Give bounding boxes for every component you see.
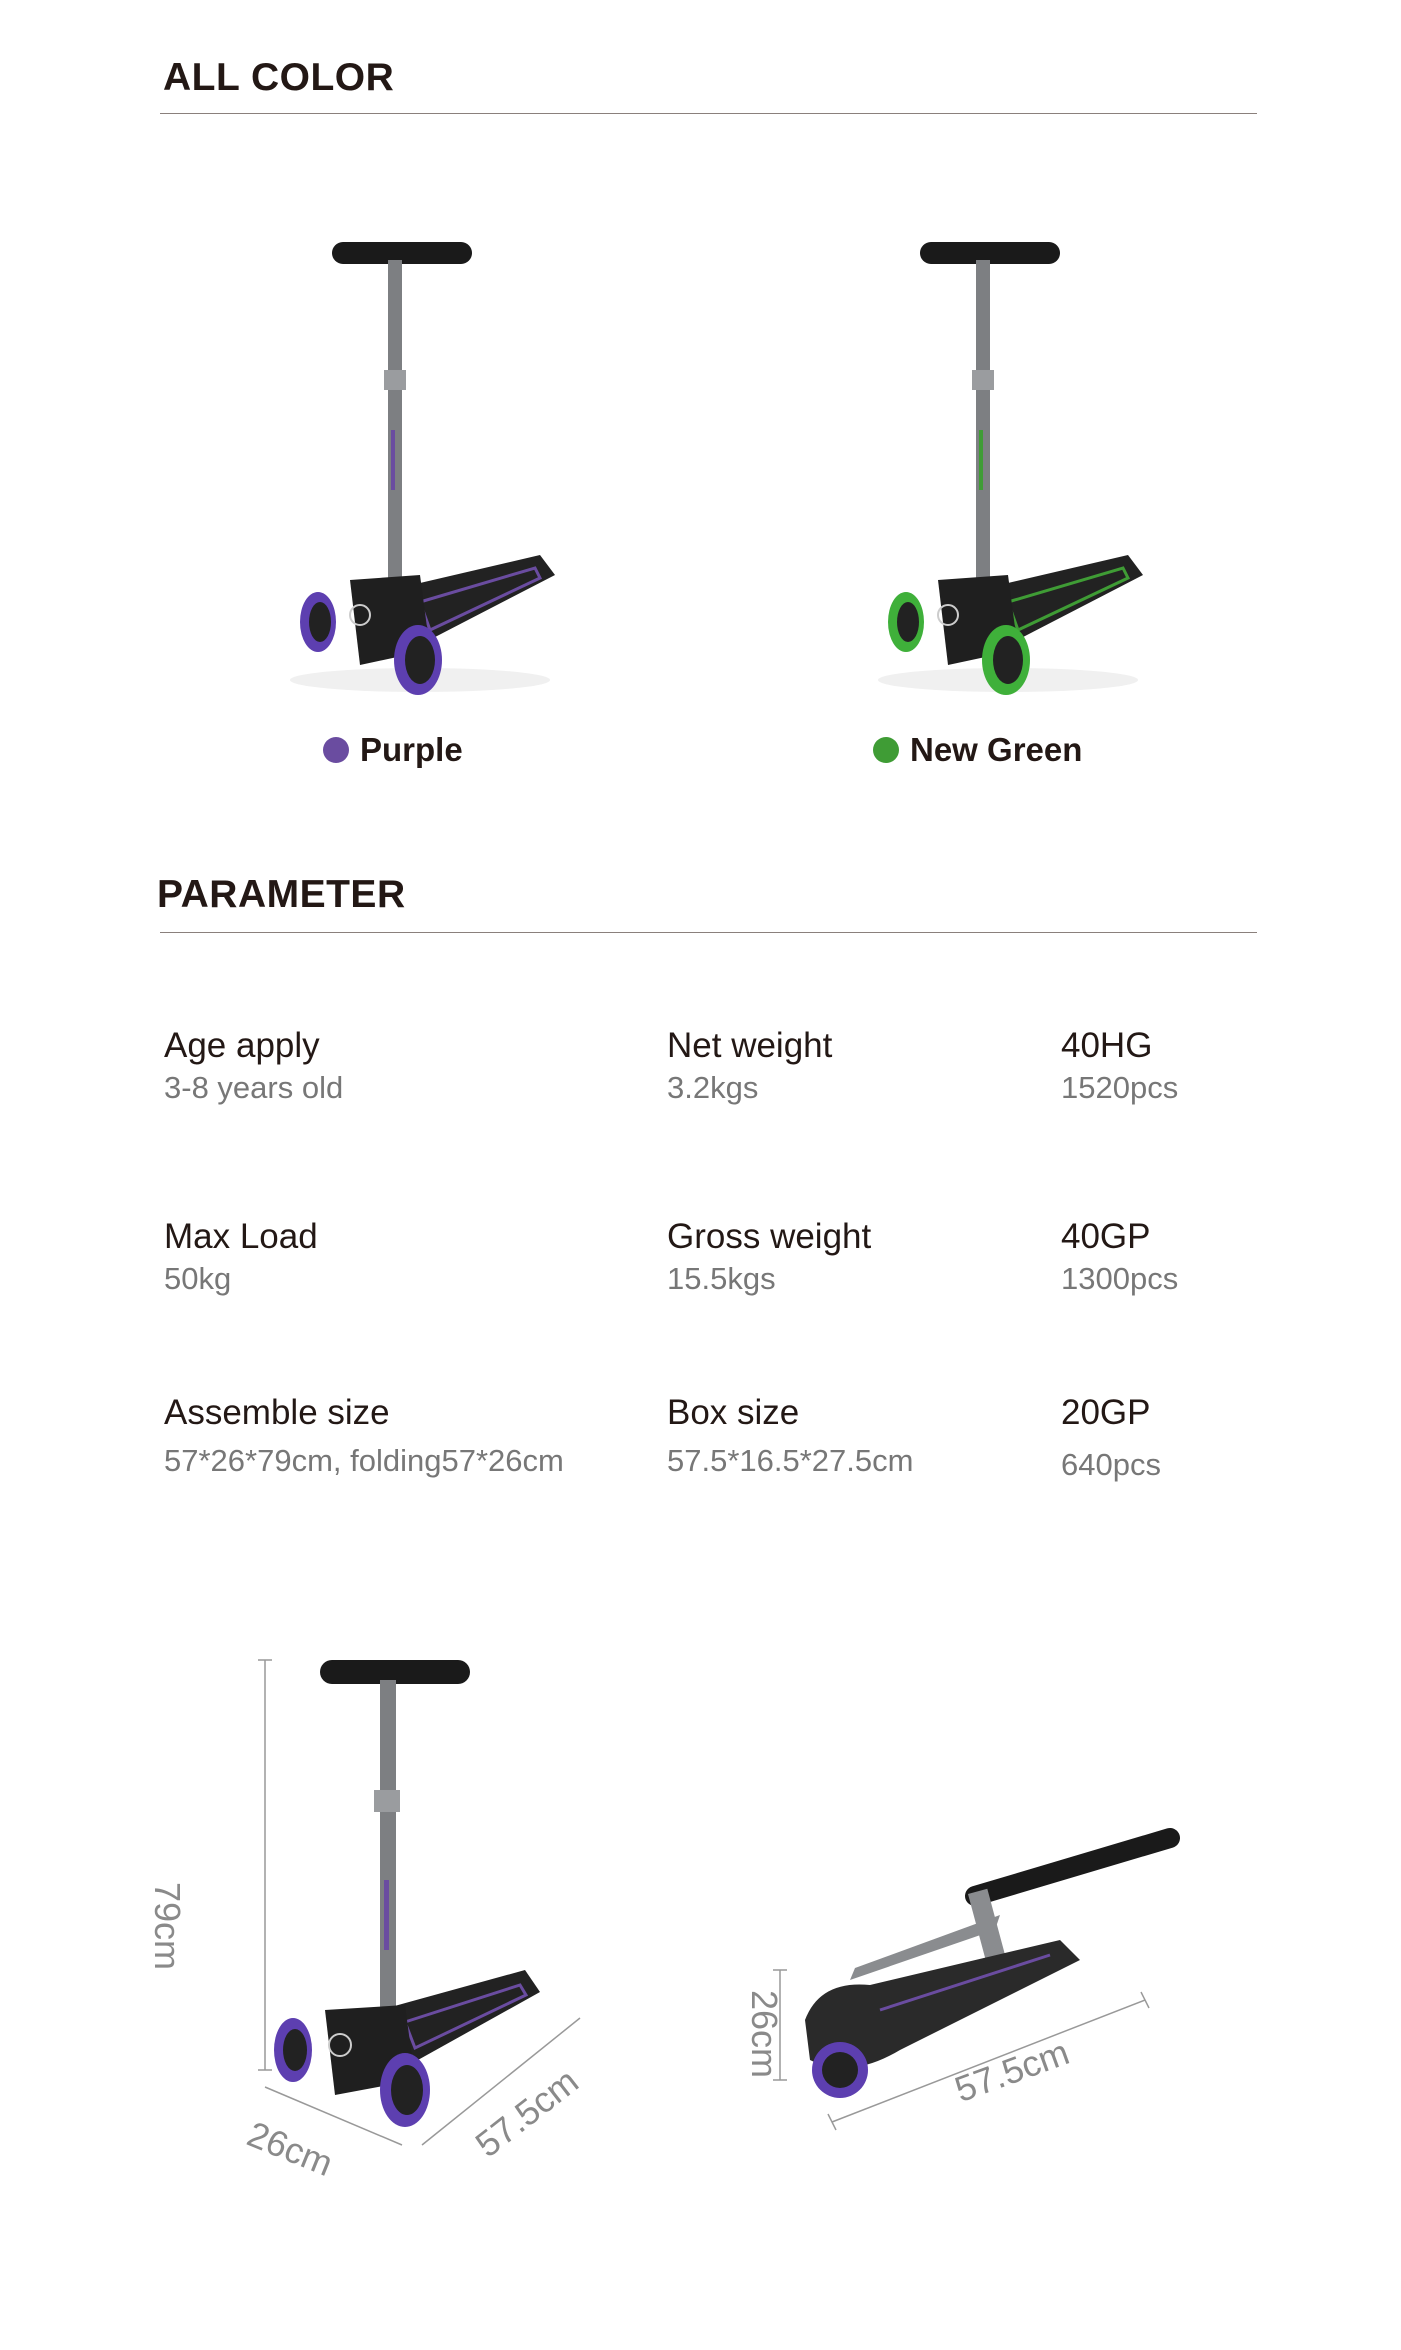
purple-label: Purple	[360, 731, 463, 768]
param-label: Box size	[667, 1393, 800, 1432]
purple-scooter-image	[270, 230, 570, 700]
green-scooter-image	[858, 230, 1158, 700]
param-age-apply	[164, 1026, 343, 1106]
param-label: 40GP	[1061, 1217, 1151, 1256]
green-swatch-dot-icon	[873, 737, 899, 763]
all-color-divider	[160, 113, 1257, 114]
param-label: Age apply	[164, 1026, 320, 1065]
param-net-weight	[667, 1026, 832, 1106]
param-label: 20GP	[1061, 1393, 1151, 1432]
green-swatch[interactable]	[873, 731, 1082, 769]
upright-width-label: 26cm	[241, 2113, 339, 2185]
param-value: 3.2kgs	[667, 1070, 759, 1105]
param-label: Assemble size	[164, 1393, 390, 1432]
param-gross-weight	[667, 1217, 871, 1297]
upright-scooter-dimension-image	[240, 1640, 620, 2200]
param-label: 40HG	[1061, 1026, 1153, 1065]
param-40gp	[1061, 1217, 1178, 1297]
folded-height-label: 26cm	[744, 1990, 785, 2079]
parameter-heading: PARAMETER	[157, 873, 406, 916]
param-40hg	[1061, 1026, 1178, 1106]
param-label: Max Load	[164, 1217, 318, 1256]
purple-swatch-dot-icon	[323, 737, 349, 763]
green-label: New Green	[910, 731, 1083, 768]
upright-length-label: 57.5cm	[467, 2060, 586, 2166]
param-value: 15.5kgs	[667, 1261, 776, 1296]
param-value: 57.5*16.5*27.5cm	[667, 1443, 914, 1478]
param-label: Net weight	[667, 1026, 833, 1065]
param-20gp	[1061, 1393, 1161, 1483]
parameter-divider	[160, 932, 1257, 933]
folded-length-label: 57.5cm	[949, 2031, 1075, 2110]
upright-height-label: 79cm	[147, 1882, 188, 1971]
param-assemble-size	[164, 1393, 564, 1479]
param-box-size	[667, 1393, 913, 1479]
param-label: Gross weight	[667, 1217, 872, 1256]
purple-swatch[interactable]	[323, 731, 463, 769]
param-value: 1300pcs	[1061, 1261, 1179, 1296]
all-color-heading: ALL COLOR	[163, 56, 395, 99]
param-value: 640pcs	[1061, 1447, 1161, 1482]
param-value: 50kg	[164, 1261, 232, 1296]
param-max-load	[164, 1217, 318, 1297]
param-value: 57*26*79cm, folding57*26cm	[164, 1443, 564, 1478]
param-value: 1520pcs	[1061, 1070, 1179, 1105]
param-value: 3-8 years old	[164, 1070, 344, 1105]
